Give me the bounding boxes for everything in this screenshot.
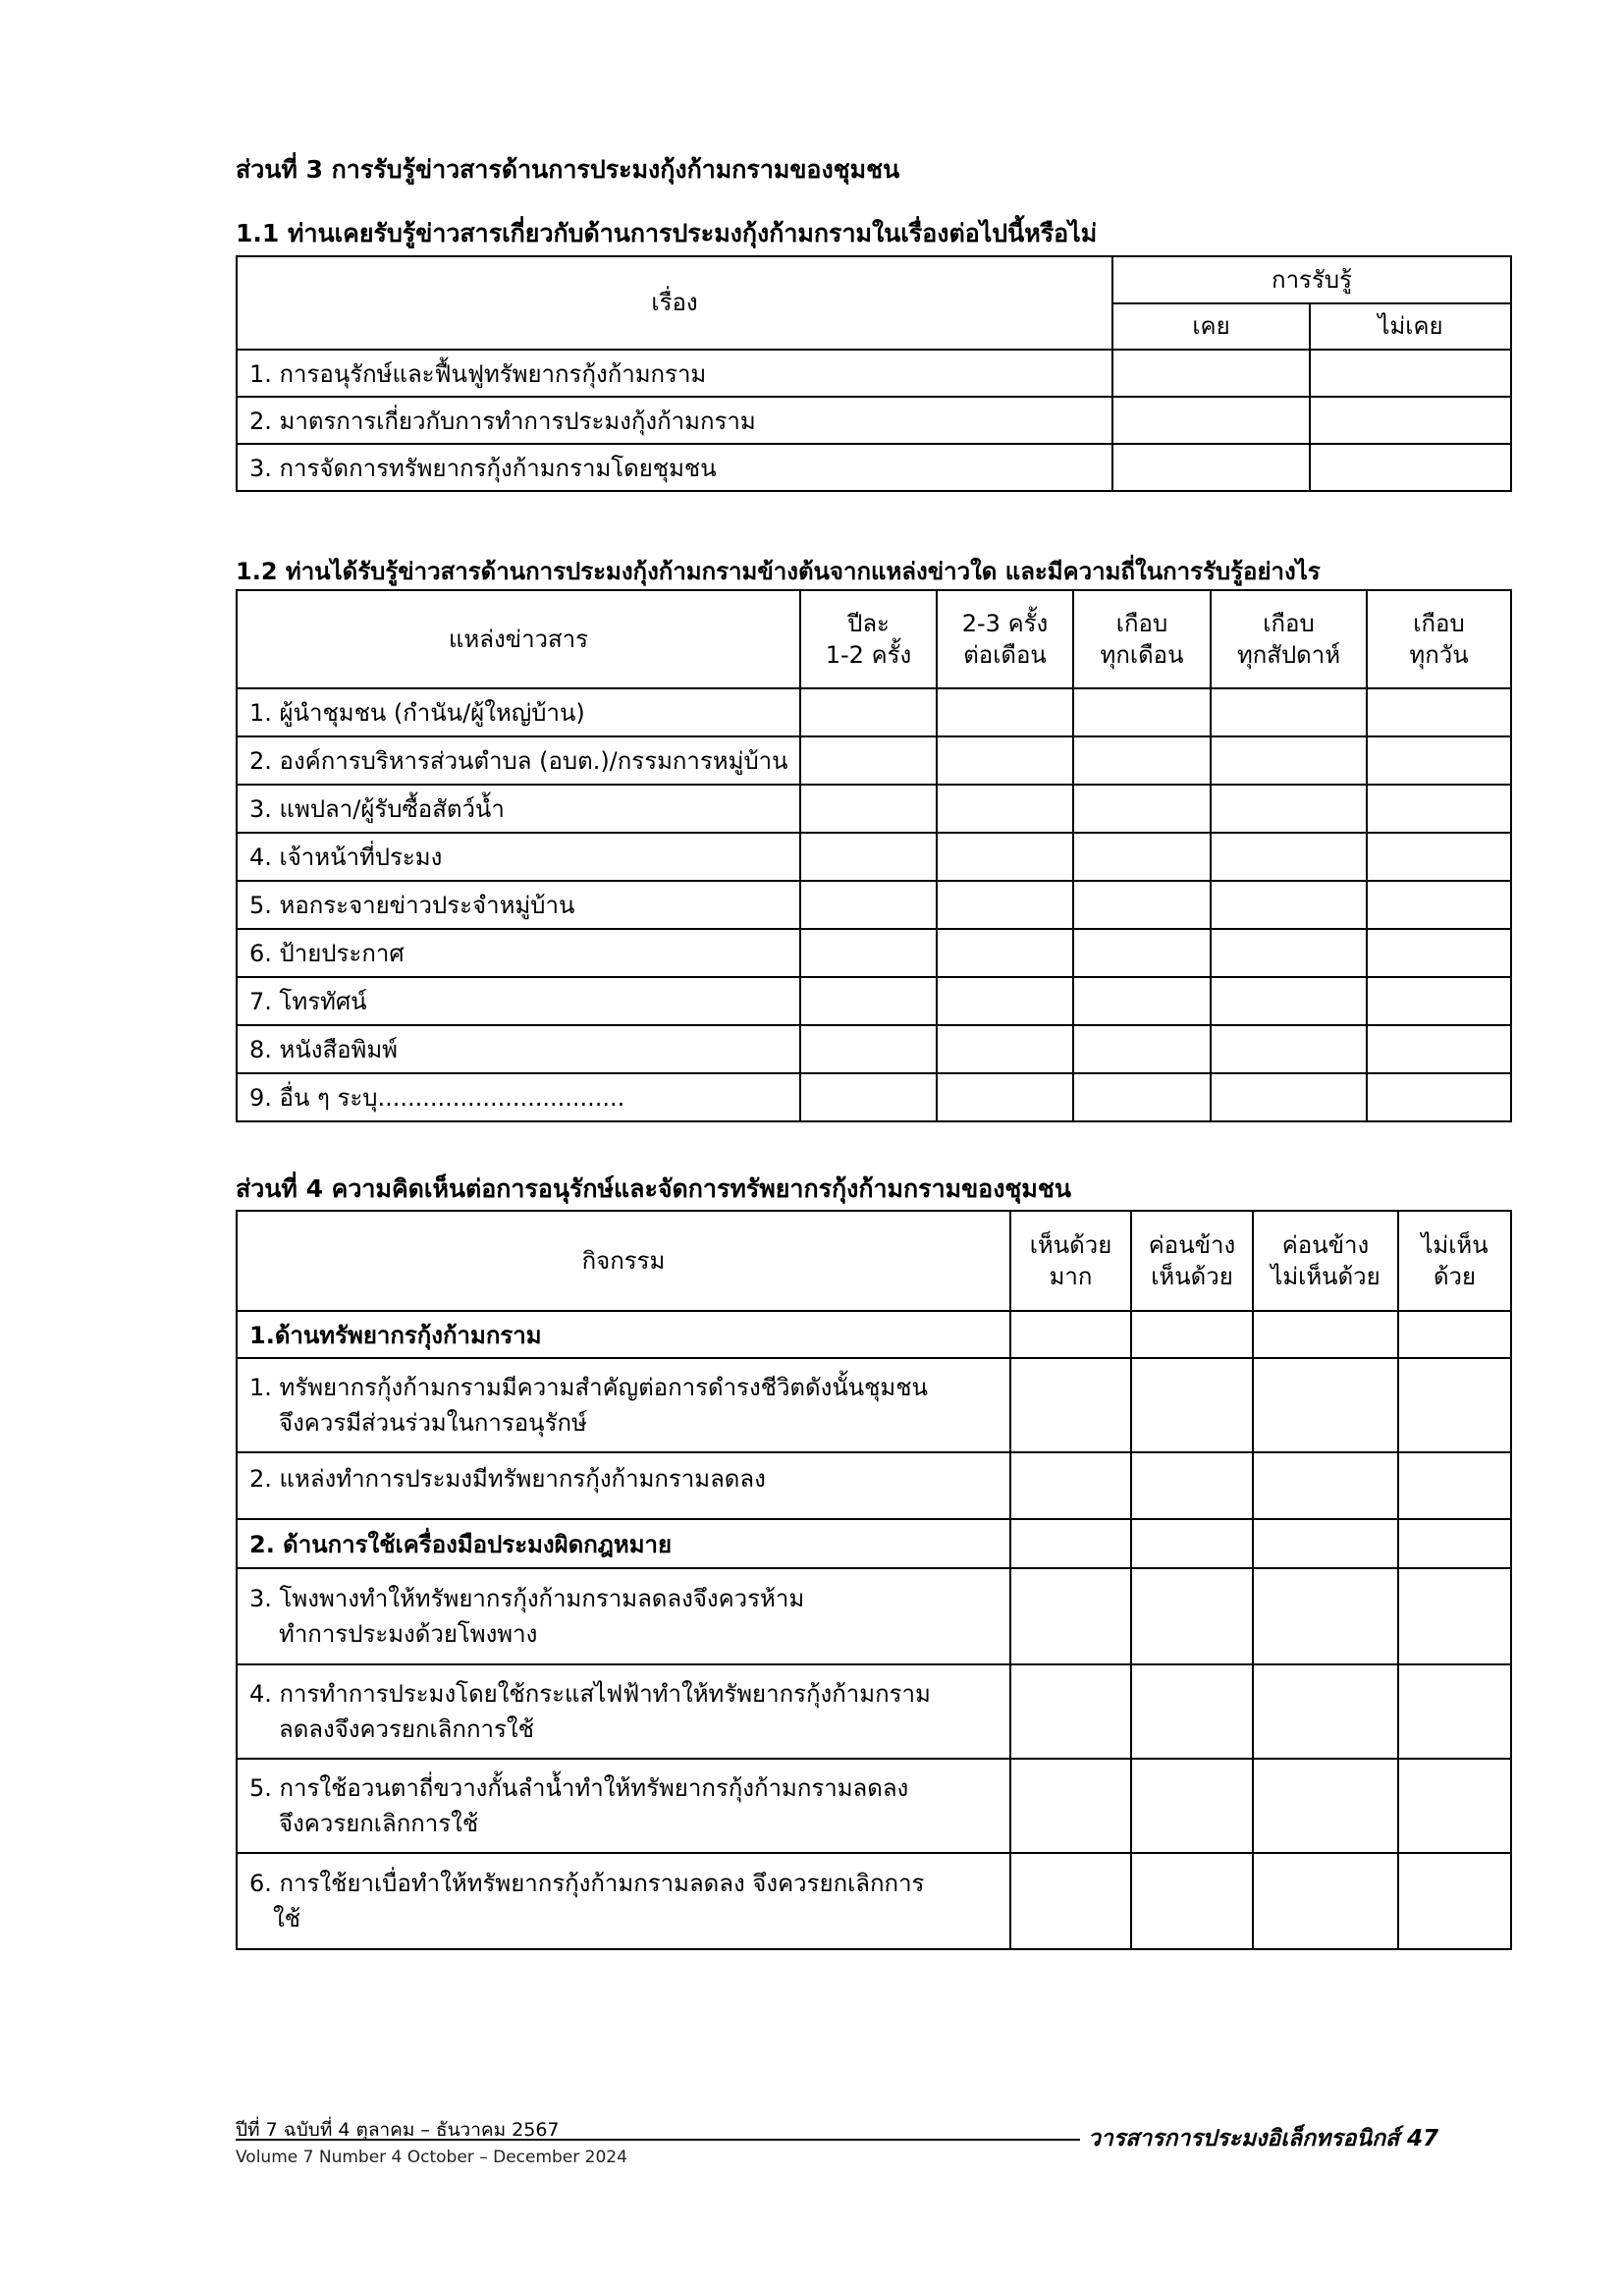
- checkbox-cell[interactable]: [1211, 929, 1367, 977]
- checkbox-cell[interactable]: [800, 736, 937, 785]
- checkbox-cell[interactable]: [1211, 881, 1367, 929]
- footer-issue-thai: ปีที่ 7 ฉบับที่ 4 ตุลาคม – ธันวาคม 2567: [236, 2119, 560, 2141]
- checkbox-cell[interactable]: [1211, 785, 1367, 833]
- checkbox-cell[interactable]: [1253, 1358, 1398, 1452]
- checkbox-cell[interactable]: [937, 785, 1073, 833]
- table-row: [237, 1073, 1511, 1121]
- col-ever-header: เคย: [1112, 303, 1310, 350]
- row-label-line2: ใช้: [273, 1905, 301, 1932]
- row-label-line1: 5. การใช้อวนตาถี่ขวางกั้นลำน้ำทำให้ทรัพยากรกุ้งก้ามกรามลดลง: [249, 1774, 909, 1802]
- freq-header: [937, 590, 1073, 688]
- checkbox-cell[interactable]: [1310, 350, 1511, 397]
- freq-header-line1: เกือบ: [1263, 609, 1315, 637]
- checkbox-cell[interactable]: [1211, 1073, 1367, 1121]
- checkbox-cell[interactable]: [1253, 1664, 1398, 1759]
- row-label: 5. หอกระจายข่าวประจำหมู่บ้าน: [237, 881, 800, 929]
- checkbox-cell[interactable]: [937, 929, 1073, 977]
- checkbox-cell[interactable]: [1010, 1519, 1131, 1568]
- row-label: 7. โทรทัศน์: [237, 977, 800, 1025]
- freq-header-line2: ทุกสัปดาห์: [1236, 641, 1341, 669]
- checkbox-cell[interactable]: [1211, 688, 1367, 736]
- checkbox-cell[interactable]: [1131, 1519, 1253, 1568]
- checkbox-cell[interactable]: [1310, 444, 1511, 491]
- table-row: [237, 1759, 1511, 1853]
- freq-header: [800, 590, 937, 688]
- row-label-line1: 3. โพงพางทำให้ทรัพยากรกุ้งก้ามกรามลดลงจึงควรห้าม: [249, 1585, 805, 1612]
- activity-header: กิจกรรม: [237, 1211, 1010, 1311]
- freq-header-line1: 2-3 ครั้ง: [961, 609, 1049, 637]
- checkbox-cell[interactable]: [1073, 1025, 1211, 1073]
- table-row: [237, 881, 1511, 929]
- freq-header-line2: ทุกวัน: [1409, 641, 1469, 669]
- row-label-line1: 4. การทำการประมงโดยใช้กระแสไฟฟ้าทำให้ทรัพยากรกุ้งก้ามกราม: [249, 1680, 931, 1708]
- opinion-header-line2: ด้วย: [1433, 1263, 1477, 1290]
- group-label: 1.ด้านทรัพยากรกุ้งก้ามกราม: [237, 1311, 1010, 1358]
- table-row: [237, 1358, 1511, 1452]
- part3-title: ส่วนที่ 3 การรับรู้ข่าวสารด้านการประมงกุ้งก้ามกรามของชุมชน: [236, 155, 900, 184]
- checkbox-cell[interactable]: [1010, 1664, 1131, 1759]
- freq-header: [1073, 590, 1211, 688]
- col-never-header: ไม่เคย: [1310, 303, 1511, 350]
- checkbox-cell[interactable]: [1253, 1568, 1398, 1664]
- checkbox-cell[interactable]: [1398, 1568, 1511, 1664]
- checkbox-cell[interactable]: [1131, 1311, 1253, 1358]
- checkbox-cell[interactable]: [1010, 1759, 1131, 1853]
- freq-header-line2: ทุกเดือน: [1100, 641, 1184, 669]
- table-row: [237, 1025, 1511, 1073]
- opinion-header-line1: ค่อนข้าง: [1281, 1230, 1370, 1259]
- table-row: [237, 736, 1511, 785]
- checkbox-cell[interactable]: [800, 929, 937, 977]
- row-label: 1. การอนุรักษ์และฟื้นฟูทรัพยากรกุ้งก้ามกราม: [237, 350, 1112, 397]
- row-label: 4. เจ้าหน้าที่ประมง: [237, 833, 800, 881]
- checkbox-cell[interactable]: [1398, 1664, 1511, 1759]
- row-label: 6. ป้ายประกาศ: [237, 929, 800, 977]
- table-row: [237, 833, 1511, 881]
- table-row: [237, 977, 1511, 1025]
- checkbox-cell[interactable]: [1073, 977, 1211, 1025]
- row-label-line2: จึงควรมีส่วนร่วมในการอนุรักษ์: [279, 1409, 587, 1437]
- opinion-header: [1398, 1211, 1511, 1311]
- question-1-1-title: 1.1 ท่านเคยรับรู้ข่าวสารเกี่ยวกับด้านการประมงกุ้งก้ามกรามในเรื่องต่อไปนี้หรือไม่: [236, 219, 1098, 247]
- row-label-line2: ลดลงจึงควรยกเลิกการใช้: [279, 1715, 534, 1743]
- row-label: 2. มาตรการเกี่ยวกับการทำการประมงกุ้งก้ามกราม: [237, 397, 1112, 444]
- part4-title: ส่วนที่ 4 ความคิดเห็นต่อการอนุรักษ์และจัดการทรัพยากรกุ้งก้ามกรามของชุมชน: [236, 1174, 1071, 1203]
- table-row: [237, 1452, 1511, 1519]
- awareness-group-header: การรับรู้: [1112, 256, 1511, 303]
- opinion-header: [1253, 1211, 1398, 1311]
- checkbox-cell[interactable]: [1131, 1452, 1253, 1519]
- freq-header-line1: ปีละ: [847, 609, 890, 637]
- checkbox-cell[interactable]: [1367, 1025, 1511, 1073]
- footer-divider: [236, 2139, 1080, 2141]
- opinion-header-line2: มาก: [1049, 1263, 1093, 1290]
- row-label: 3. การจัดการทรัพยากรกุ้งก้ามกรามโดยชุมชน: [237, 444, 1112, 491]
- row-label: 1. ผู้นำชุมชน (กำนัน/ผู้ใหญ่บ้าน): [237, 688, 800, 736]
- checkbox-cell[interactable]: [1367, 785, 1511, 833]
- question-1-2-title: 1.2 ท่านได้รับรู้ข่าวสารด้านการประมงกุ้งก้ามกรามข้างต้นจากแหล่งข่าวใด และมีความถี่ในการรับรู้อย่างไร: [236, 558, 1321, 585]
- row-label-line1: 1. ทรัพยากรกุ้งก้ามกรามมีความสำคัญต่อการดำรงชีวิตดังนั้นชุมชน: [249, 1374, 928, 1401]
- checkbox-cell[interactable]: [937, 736, 1073, 785]
- checkbox-cell[interactable]: [937, 833, 1073, 881]
- row-label-line1: 6. การใช้ยาเบื่อทำให้ทรัพยากรกุ้งก้ามกรามลดลง จึงควรยกเลิกการ: [249, 1870, 925, 1897]
- row-label: [237, 1759, 1010, 1853]
- checkbox-cell[interactable]: [937, 688, 1073, 736]
- checkbox-cell[interactable]: [800, 881, 937, 929]
- checkbox-cell[interactable]: [1073, 881, 1211, 929]
- checkbox-cell[interactable]: [800, 785, 937, 833]
- checkbox-cell[interactable]: [1073, 833, 1211, 881]
- checkbox-cell[interactable]: [1073, 736, 1211, 785]
- checkbox-cell[interactable]: [1073, 1073, 1211, 1121]
- checkbox-cell[interactable]: [800, 688, 937, 736]
- opinion-header: [1131, 1211, 1253, 1311]
- table-row: [237, 688, 1511, 736]
- checkbox-cell[interactable]: [800, 1073, 937, 1121]
- topic-header: เรื่อง: [237, 256, 1112, 350]
- checkbox-cell[interactable]: [1367, 977, 1511, 1025]
- row-label: 3. แพปลา/ผู้รับซื้อสัตว์น้ำ: [237, 785, 800, 833]
- freq-header-line2: ต่อเดือน: [963, 641, 1047, 669]
- checkbox-cell[interactable]: [1398, 1519, 1511, 1568]
- group-row: [237, 1519, 1511, 1568]
- checkbox-cell[interactable]: [1398, 1452, 1511, 1519]
- row-label: 2. องค์การบริหารส่วนตำบล (อบต.)/กรรมการหมู่บ้าน: [237, 736, 800, 785]
- checkbox-cell[interactable]: [1367, 1073, 1511, 1121]
- checkbox-cell[interactable]: [1112, 397, 1310, 444]
- checkbox-cell[interactable]: [1253, 1853, 1398, 1949]
- row-label: 2. แหล่งทำการประมงมีทรัพยากรกุ้งก้ามกรามลดลง: [237, 1452, 1010, 1519]
- checkbox-cell[interactable]: [1211, 977, 1367, 1025]
- checkbox-cell[interactable]: [937, 881, 1073, 929]
- checkbox-cell[interactable]: [1211, 833, 1367, 881]
- freq-header: [1367, 590, 1511, 688]
- checkbox-cell[interactable]: [1367, 881, 1511, 929]
- checkbox-cell[interactable]: [1073, 785, 1211, 833]
- checkbox-cell[interactable]: [1367, 929, 1511, 977]
- opinion-header-line1: ค่อนข้าง: [1148, 1230, 1236, 1259]
- checkbox-cell[interactable]: [1398, 1759, 1511, 1853]
- checkbox-cell[interactable]: [1010, 1311, 1131, 1358]
- footer-journal-page: วารสารการประมงอิเล็กทรอนิกส์ 47: [1088, 2126, 1439, 2151]
- checkbox-cell[interactable]: [1253, 1759, 1398, 1853]
- table-row: [237, 1664, 1511, 1759]
- table-row: [237, 929, 1511, 977]
- checkbox-cell[interactable]: [937, 977, 1073, 1025]
- checkbox-cell[interactable]: [937, 1025, 1073, 1073]
- source-header: แหล่งข่าวสาร: [237, 590, 800, 688]
- checkbox-cell[interactable]: [1131, 1759, 1253, 1853]
- row-label-line2: ทำการประมงด้วยโพงพาง: [279, 1620, 538, 1648]
- group-row: [237, 1311, 1511, 1358]
- checkbox-cell[interactable]: [1131, 1853, 1253, 1949]
- news-source-table: [236, 589, 1512, 1122]
- checkbox-cell[interactable]: [937, 1073, 1073, 1121]
- checkbox-cell[interactable]: [1131, 1358, 1253, 1452]
- checkbox-cell[interactable]: [1211, 1025, 1367, 1073]
- checkbox-cell[interactable]: [1253, 1452, 1398, 1519]
- checkbox-cell[interactable]: [1310, 397, 1511, 444]
- table-row: [237, 1853, 1511, 1949]
- checkbox-cell[interactable]: [1073, 929, 1211, 977]
- checkbox-cell[interactable]: [1112, 350, 1310, 397]
- checkbox-cell[interactable]: [1253, 1519, 1398, 1568]
- checkbox-cell[interactable]: [1131, 1568, 1253, 1664]
- checkbox-cell[interactable]: [1253, 1311, 1398, 1358]
- checkbox-cell[interactable]: [1367, 736, 1511, 785]
- checkbox-cell[interactable]: [1211, 736, 1367, 785]
- table-row: [237, 785, 1511, 833]
- freq-header-line2: 1-2 ครั้ง: [825, 641, 912, 669]
- opinion-header-line2: ไม่เห็นด้วย: [1271, 1263, 1380, 1290]
- row-label: 9. อื่น ๆ ระบุ.................................: [237, 1073, 800, 1121]
- table-row: [237, 350, 1511, 397]
- checkbox-cell[interactable]: [1398, 1311, 1511, 1358]
- checkbox-cell[interactable]: [1112, 444, 1310, 491]
- checkbox-cell[interactable]: [1073, 688, 1211, 736]
- table-row: [237, 444, 1511, 491]
- checkbox-cell[interactable]: [1398, 1853, 1511, 1949]
- row-label: [237, 1568, 1010, 1664]
- opinion-header-line2: เห็นด้วย: [1151, 1263, 1233, 1290]
- row-label-line2: จึงควรยกเลิกการใช้: [279, 1810, 479, 1837]
- checkbox-cell[interactable]: [1010, 1452, 1131, 1519]
- checkbox-cell[interactable]: [1010, 1358, 1131, 1452]
- checkbox-cell[interactable]: [1367, 688, 1511, 736]
- opinion-header: [1010, 1211, 1131, 1311]
- opinion-table: [236, 1210, 1512, 1950]
- checkbox-cell[interactable]: [1010, 1853, 1131, 1949]
- row-label: [237, 1853, 1010, 1949]
- table-row: [237, 1568, 1511, 1664]
- footer-issue-english: Volume 7 Number 4 October – December 2024: [236, 2148, 627, 2167]
- freq-header-line1: เกือบ: [1115, 609, 1168, 637]
- freq-header-line1: เกือบ: [1413, 609, 1465, 637]
- checkbox-cell[interactable]: [1398, 1358, 1511, 1452]
- opinion-header-line1: ไม่เห็น: [1421, 1230, 1489, 1259]
- checkbox-cell[interactable]: [800, 1025, 937, 1073]
- freq-header: [1211, 590, 1367, 688]
- table-row: [237, 397, 1511, 444]
- checkbox-cell[interactable]: [800, 977, 937, 1025]
- opinion-header-line1: เห็นด้วย: [1029, 1230, 1112, 1259]
- checkbox-cell[interactable]: [1131, 1664, 1253, 1759]
- checkbox-cell[interactable]: [1010, 1568, 1131, 1664]
- group-label: 2. ด้านการใช้เครื่องมือประมงผิดกฎหมาย: [237, 1519, 1010, 1568]
- row-label: [237, 1358, 1010, 1452]
- checkbox-cell[interactable]: [800, 833, 937, 881]
- awareness-table: [236, 255, 1512, 492]
- row-label: [237, 1664, 1010, 1759]
- row-label: 8. หนังสือพิมพ์: [237, 1025, 800, 1073]
- checkbox-cell[interactable]: [1367, 833, 1511, 881]
